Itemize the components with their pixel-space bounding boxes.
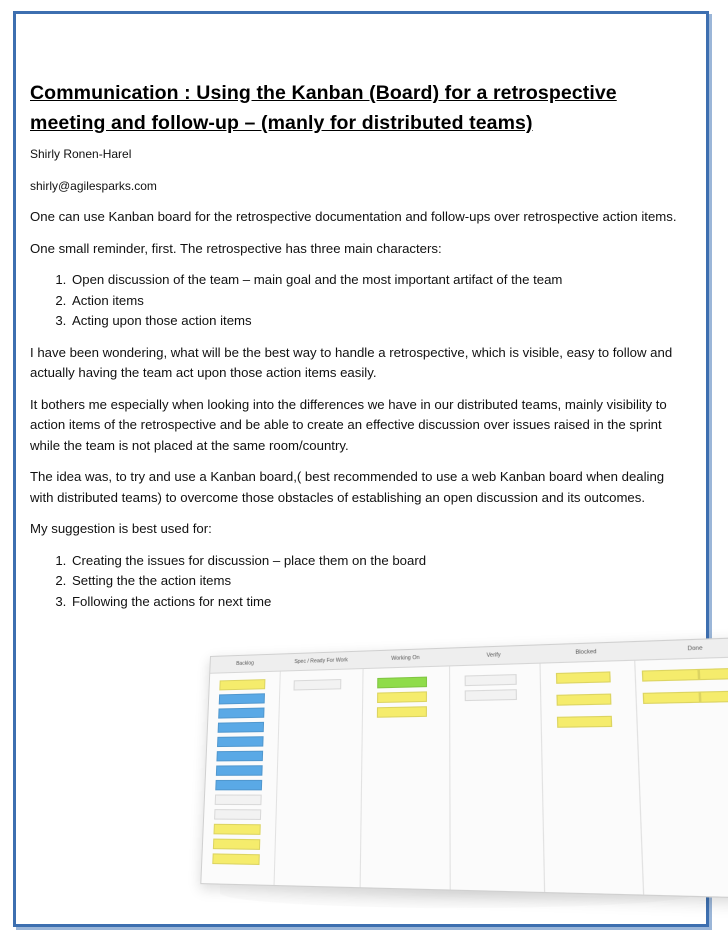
column-header: Blocked <box>539 642 634 664</box>
board-column <box>449 645 545 892</box>
card <box>213 824 260 835</box>
author-email: shirly@agilesparks.com <box>30 178 157 193</box>
paragraph-suggestion: My suggestion is best used for: <box>30 521 212 536</box>
list-item: 1. Creating the issues for discussion – place them on the board <box>70 551 690 572</box>
card <box>216 751 263 762</box>
card <box>377 691 427 703</box>
card <box>217 736 264 747</box>
paragraph-wondering: I have been wondering, what will be the best way to handle a retrospective, which is visible, easy to follow and actually having the team act upon those action items easily. <box>30 344 673 380</box>
column-header: Working On <box>363 649 449 670</box>
card <box>293 679 341 691</box>
usage-list <box>30 551 690 613</box>
card <box>377 677 427 689</box>
card <box>643 691 701 704</box>
board-column <box>360 649 451 890</box>
card <box>465 689 517 701</box>
column-header: Spec / Ready For Work <box>280 652 363 672</box>
column-header: Backlog <box>210 655 280 674</box>
paragraph-intro: One can use Kanban board for the retrospective documentation and follow-ups over retrospective action items. <box>30 209 677 224</box>
paragraph-distributed: It bothers me especially when looking into the differences we have in our distributed teams, mainly visibility to action items of the retrospective and be able to create an effective discussion over issues raised in the sprint while the team is not placed at the same room/country. <box>30 396 667 453</box>
kanban-board-image <box>200 645 710 918</box>
card <box>699 667 728 680</box>
board-column <box>539 642 644 894</box>
board-column <box>633 638 728 898</box>
card <box>377 706 427 718</box>
document-body <box>30 78 690 623</box>
card <box>215 794 262 805</box>
board-column <box>201 654 281 884</box>
paragraph-reminder: One small reminder, first. The retrospective has three main characters: <box>30 240 442 256</box>
card <box>556 671 611 683</box>
list-item: 3. Following the actions for next time <box>70 592 690 613</box>
author-name: Shirly Ronen-Harel <box>30 147 132 161</box>
card <box>642 669 699 682</box>
list-item: 2. Setting the the action items <box>70 571 690 592</box>
card <box>218 708 264 719</box>
page-title: Communication : Using the Kanban (Board) for a retrospective meeting and follow-up – (manly for distributed teams) <box>30 82 617 134</box>
card <box>212 853 260 865</box>
card <box>215 780 262 790</box>
kanban-board <box>200 637 728 900</box>
card <box>219 693 265 704</box>
list-item: 1. Open discussion of the team – main goal and the most important artifact of the team <box>70 270 690 291</box>
card <box>213 839 260 850</box>
list-item: 3. Acting upon those action items <box>70 311 690 332</box>
board-column <box>274 652 364 888</box>
column-header: Verify <box>449 645 539 666</box>
column-header: Done <box>633 638 728 661</box>
card <box>218 722 264 733</box>
card <box>556 694 611 706</box>
list-item: 2. Action items <box>70 291 690 312</box>
card <box>700 690 728 703</box>
card <box>214 809 261 820</box>
card <box>219 679 265 690</box>
paragraph-idea: The idea was, to try and use a Kanban board,( best recommended to use a web Kanban board when dealing with distributed teams) to overcome those obstacles of establishing an open discussion and its outcomes. <box>30 469 665 505</box>
characters-list <box>30 270 690 332</box>
card <box>216 765 263 776</box>
card <box>557 716 612 728</box>
card <box>465 674 517 686</box>
